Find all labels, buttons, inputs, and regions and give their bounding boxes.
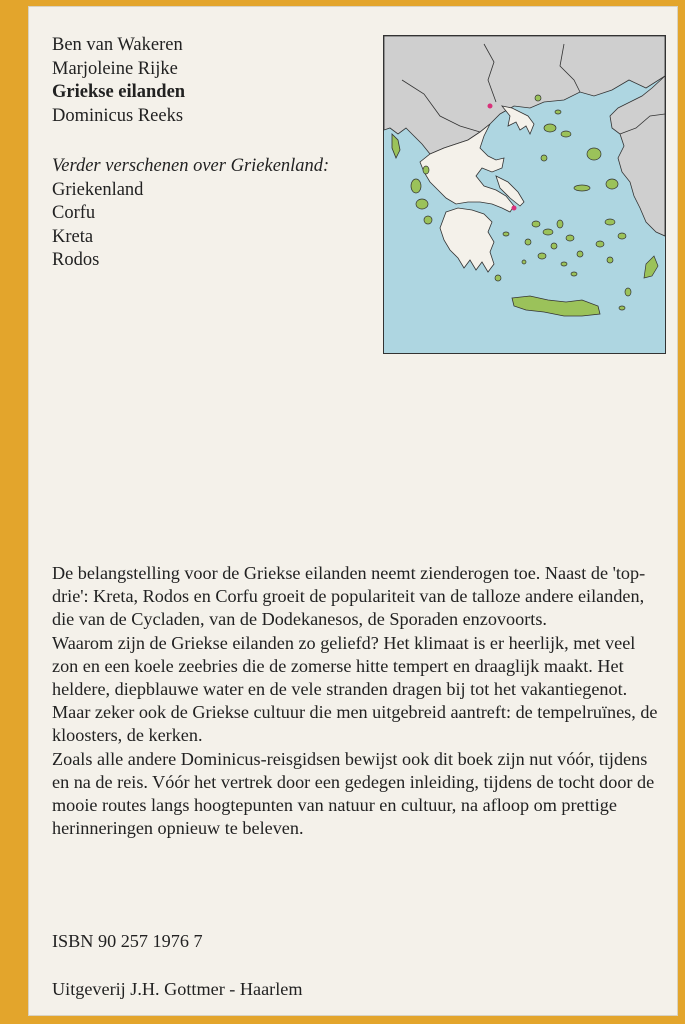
aegean-island [561,131,571,137]
aegean-island [574,185,590,191]
author-block [52,34,185,128]
cyclades-island [566,235,574,241]
ionian-island [416,199,428,209]
aegean-island [495,275,501,281]
blurb-paragraph: De belangstelling voor de Griekse eilanden neemt zienderogen toe. Naast de 'top-drie': Kreta, Rodos en Corfu groeit de populariteit van de talloze andere eilanden, die van de Cycladen, van de Dodekanesos, de Sporaden enzovoorts. [52,563,646,630]
rhodes-island [644,256,658,278]
aegean-island [503,232,509,236]
also-published-title: Kreta [52,226,94,247]
cyclades-island [561,262,567,266]
ionian-island [411,179,421,193]
dodecanese-island [607,257,613,263]
ionian-island [424,216,432,224]
cyclades-island [522,260,526,264]
cyclades-island [551,243,557,249]
aegean-island [541,155,547,161]
greece-map-graphic [384,36,665,353]
city-marker [512,206,517,211]
aegean-island [587,148,601,160]
author-name: Ben van Wakeren [52,35,183,55]
also-published-title: Corfu [52,203,96,223]
turkey-landmass [610,76,665,236]
blurb-text [52,562,662,840]
greece-map [383,35,666,354]
halkidiki [502,106,534,134]
ionian-island [423,166,429,174]
also-published-title: Rodos [52,250,100,270]
series-name: Dominicus Reeks [52,105,184,126]
publisher-name: Uitgeverij J.H. Gottmer - Haarlem [52,979,303,999]
author-name: Marjoleine Rijke [52,58,178,79]
city-marker [488,104,493,109]
back-cover [28,6,678,1016]
blurb-paragraph: Zoals alle andere Dominicus-reisgidsen bewijst ook dit boek zijn nut vóór, tijdens en na de reis. Vóór het vertrek door een gedegen inleiding, tijdens de tocht door de mooie routes langs hoogtepunten van natuur en cultuur, na afloop om prettige herinneringen opnieuw te beleven. [52,748,655,839]
aegean-island [535,95,541,101]
also-published-list [52,155,329,273]
cyclades-island [571,272,577,276]
aegean-island [606,179,618,189]
dodecanese-island [596,241,604,247]
cyclades-island [538,253,546,259]
cyclades-island [543,229,553,235]
cyclades-island [557,220,563,228]
blurb-paragraph: Waarom zijn de Griekse eilanden zo geliefd? Het klimaat is er heerlijk, met veel zon en een koele zeebries die de zomerse hitte tempert en draaglijk maakt. Het heldere, diepblauwe water en de vele stranden dragen bij tot het vakantiegenot. Maar zeker ook de Griekse cultuur die men uitgebreid aantreft: de tempelruïnes, de kloosters, de kerken. [52,632,658,746]
dodecanese-island [625,288,631,296]
also-published-heading: Verder verschenen over Griekenland: [52,156,330,176]
crete-island [512,296,600,316]
also-published-title: Griekenland [52,179,144,200]
dodecanese-island [605,219,615,225]
peloponnese [440,208,494,272]
cyclades-island [525,239,531,245]
dodecanese-island [618,233,626,239]
book-title: Griekse eilanden [52,82,186,102]
aegean-island [544,124,556,132]
cyclades-island [532,221,540,227]
cyclades-island [577,251,583,257]
isbn-number: ISBN 90 257 1976 7 [52,931,203,951]
aegean-island [555,110,561,114]
dodecanese-island [619,306,625,310]
corfu-island [392,134,400,158]
